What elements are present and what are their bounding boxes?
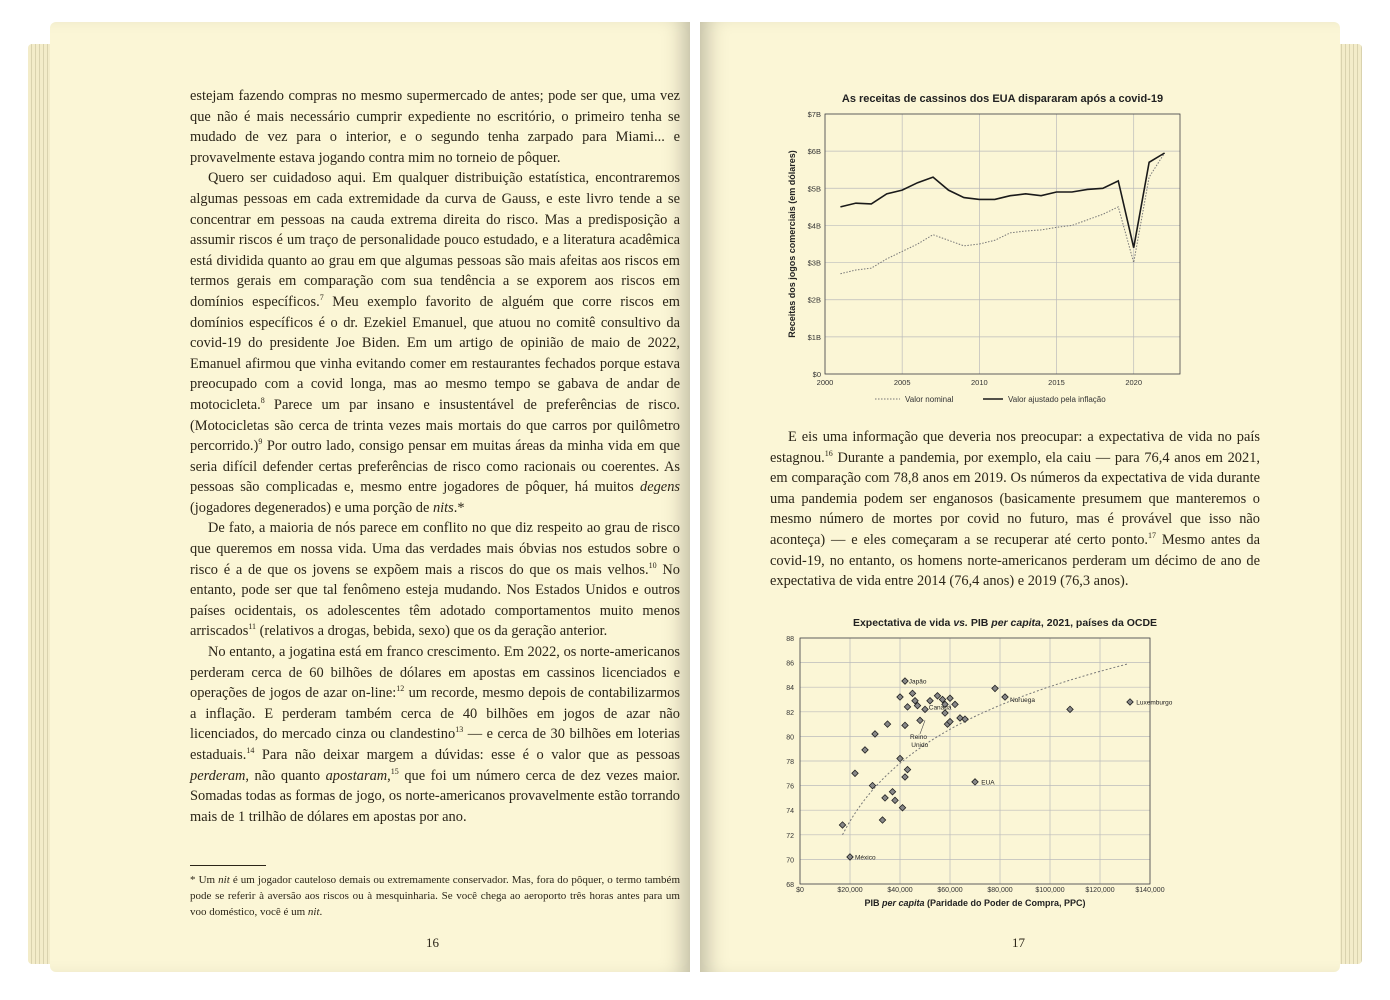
footnote-ref: 10 (648, 560, 657, 570)
data-point (992, 685, 998, 691)
text-run: Por outro lado, consigo pensar em muitas áreas da minha vida em que seria difícil defender certas preferências de risco como racionais ou coerentes. As pessoas são complicadas e, mesmo entre jogadores de pôquer, há muitos (190, 438, 680, 496)
series-nominal-line (840, 153, 1164, 274)
x-tick-label: $100,000 (1035, 887, 1065, 894)
italic-term: perderam (190, 767, 246, 784)
data-point (927, 698, 933, 704)
footnote (190, 872, 680, 920)
text-run: No entanto, a jogatina está em franco crescimento. Em 2022, os norte-americanos perderam cerca de 60 bilhões de dólares em apostas em cassinos licenciados e operações de jogos de azar on-line: (190, 644, 680, 702)
text-run: , não quanto (245, 767, 326, 784)
text-run: Quero ser cuidadoso aqui. Em qualquer distribuição estatística, encontraremos algumas pessoas em cada extremidade da curva de Gauss, e este livro tende a se concentrar em pessoas na cauda extrema direita do risco. Mas a predisposição a assumir riscos é um traço de personalidade pouco estudado, e a literatura acadêmica está dividida quanto ao grau em que algumas pessoas são mais afeitas aos riscos em termos gerais em comparação com sua tendência a se exporem aos riscos em domínios específicos. (190, 170, 680, 310)
data-point (902, 722, 908, 728)
y-tick-label: 88 (786, 636, 794, 643)
title-part: PIB (967, 617, 992, 629)
open-book (20, 14, 1370, 986)
country-label: EUA (981, 779, 995, 787)
x-tick-label: 2005 (893, 378, 911, 387)
legend-label-nominal: Valor nominal (905, 395, 954, 404)
paragraph (190, 86, 680, 168)
x-tick-label: $0 (796, 887, 804, 894)
country-label: México (855, 854, 876, 862)
country-label: Luxemburgo (1136, 699, 1173, 707)
footnote-ref: 17 (1148, 531, 1157, 541)
data-point (957, 715, 963, 721)
italic-term: nits (432, 499, 454, 516)
text-run: , (387, 767, 391, 784)
x-tick-label: 2020 (1125, 378, 1143, 387)
x-tick-label: 2000 (816, 378, 834, 387)
page-left (50, 22, 690, 972)
footnote-ref: 7 (319, 293, 324, 303)
y-tick-label: $7B (807, 110, 821, 119)
italic-term: degens (640, 479, 680, 496)
trendline (843, 664, 1128, 835)
country-label: Noruega (1010, 697, 1035, 704)
life-expectancy-chart (760, 608, 1300, 918)
data-point (902, 678, 908, 684)
data-point (934, 693, 940, 699)
data-point (882, 795, 888, 801)
y-tick-label: $2B (807, 295, 821, 305)
y-tick-label: $3B (807, 258, 821, 268)
text-run: De fato, a maioria de nós parece em conflito no que diz respeito ao grau de risco que queremos em nossa vida. Uma das verdades mais óbvias nos estudos sobre o risco é a de que os jovens se expõem mais a riscos do que os mais velhos. (190, 520, 680, 578)
y-tick-label: 78 (786, 759, 794, 766)
y-tick-label: 80 (786, 734, 794, 742)
footnote-ref: 12 (396, 684, 405, 694)
casino-revenue-chart (760, 84, 1280, 414)
y-tick-label: 68 (786, 882, 794, 889)
xlabel-part: per capita (881, 898, 925, 908)
x-tick-label: 2010 (971, 378, 988, 387)
text-run: (relativos a drogas, bebida, sexo) que os da geração anterior. (256, 623, 608, 640)
data-point (904, 766, 910, 772)
data-point (879, 817, 885, 823)
text-run: é um jogador cauteloso demais ou extremamente conservador. Mas, fora do pôquer, o termo também pode se referir à aversão aos riscos ou à mesquinharia. Se você chega ao aeroporto três horas antes para um voo doméstico, você é um (190, 874, 680, 918)
footnote-ref: 16 (824, 448, 833, 458)
page-number-right: 17 (1012, 935, 1025, 950)
footnote-ref: 9 (258, 437, 263, 447)
xlabel-part: (Paridade do Poder de Compra, PPC) (924, 898, 1086, 908)
x-tick-label: $60,000 (937, 887, 963, 894)
data-point (902, 774, 908, 780)
title-part: per capita (991, 617, 1041, 629)
country-label: Unido (911, 741, 929, 749)
text-run: .* (453, 499, 465, 516)
country-label: Japão (908, 678, 927, 686)
data-point (917, 717, 923, 723)
legend-label-adjusted: Valor ajustado pela inflação (1008, 395, 1106, 404)
footnote-ref: 8 (260, 396, 265, 406)
x-tick-label: $140,000 (1135, 887, 1165, 894)
text-run: um recorde, mesmo depois de contabilizarmos a inflação. E perderam também cerca de 40 bilhões em jogos de azar não licenciados, do mercado cinza ou clandestino (190, 685, 680, 743)
footnote-rule (190, 865, 266, 866)
paragraph (190, 518, 680, 642)
y-tick-label: 72 (786, 832, 794, 840)
y-tick-label: 76 (786, 783, 794, 791)
footnote-ref: 15 (390, 766, 399, 776)
data-point (884, 721, 890, 727)
y-tick-label: 82 (786, 709, 794, 717)
text-run: No entanto, pode ser que tal fenômeno esteja mudando. Nos Estados Unidos e outros países ocidentais, os adolescentes têm adotado comportamentos muito menos arriscados (190, 561, 680, 640)
data-point (852, 770, 858, 776)
x-axis-label (864, 898, 1085, 908)
data-point (972, 779, 978, 785)
data-point (909, 690, 915, 696)
y-tick-label: $4B (807, 221, 821, 231)
footnote-ref: 14 (246, 746, 255, 756)
y-tick-label: 86 (786, 660, 794, 668)
data-point (952, 701, 958, 707)
footnote-ref: 11 (248, 622, 257, 632)
chart-title (853, 617, 1157, 629)
country-label: Reino (910, 733, 927, 741)
y-tick-label: 70 (786, 857, 794, 865)
data-point (889, 789, 895, 795)
page-right (700, 22, 1340, 972)
text-run: (jogadores degenerados) e uma porção de (190, 499, 433, 516)
paragraph (190, 642, 680, 827)
text-run: — e cerca de 30 bilhões em loterias estaduais. (190, 726, 681, 763)
x-tick-label: $120,000 (1085, 887, 1115, 894)
chart-title: As receitas de cassinos dos EUA dispararam após a covid-19 (841, 93, 1164, 105)
y-axis-label: Receitas dos jogos comerciais (em dólares) (787, 150, 797, 338)
country-label: Canadá (928, 704, 952, 712)
plot-frame (825, 114, 1180, 374)
text-run: Parece um par insano e insustentável de preferências de risco. (Motocicletas são cerca de trinta vezes mais mortais do que carros por quilômetro percorrido.) (190, 396, 680, 455)
y-tick-label: $1B (807, 332, 821, 342)
data-point (862, 747, 868, 753)
text-run: Para não deixar margem a dúvidas: esse é o valor que as pessoas (254, 747, 680, 763)
italic-term: apostaram (325, 767, 388, 784)
footnote-ref: 13 (455, 725, 464, 735)
title-part: , 2021, países da OCDE (1040, 617, 1158, 629)
series-adjusted-line (840, 153, 1164, 248)
italic-term: nit (218, 874, 230, 886)
data-point (897, 694, 903, 700)
text-run: Meu exemplo favorito de alguém que corre riscos em domínios específicos é o dr. Ezekiel Emanuel, que atuou no comitê consultivo da covid-19 do presidente Joe Biden. Em um artigo de opinião de maio de 2022, Emanuel afirmou que vinha evitando comer em restaurantes fechados porque estava preocupado com a covid longa, mas ao mesmo tempo se gabava de andar de motocicleta. (190, 293, 680, 413)
text-run: E eis uma informação que deveria nos preocupar: a expectativa de vida no país estagnou. (770, 429, 1260, 466)
text-run: . (319, 906, 323, 918)
italic-term: nit (307, 906, 320, 918)
data-point (904, 704, 910, 710)
data-point (1127, 699, 1133, 705)
paragraph (770, 427, 1260, 592)
data-point (892, 797, 898, 803)
y-tick-label: 74 (786, 808, 794, 816)
x-tick-label: $80,000 (987, 887, 1013, 894)
title-part: vs. (953, 617, 968, 629)
xlabel-part: PIB (864, 898, 882, 908)
text-run: Durante a pandemia, por exemplo, ela caiu — para 76,4 anos em 2021, em comparação com 78,8 anos em 2019. Os números da expectativa de vida durante uma pandemia podem ser enganosos (basicamente presumem que manteremos o mesmo número de mortes por covid no futuro, mas é provável que isso não aconteça) — e eles começaram a se recuperar até certo ponto. (770, 449, 1260, 548)
left-body-text (190, 86, 680, 827)
x-tick-label: $40,000 (887, 887, 913, 894)
y-tick-label: $0 (812, 370, 821, 379)
data-point (962, 716, 968, 722)
data-point (839, 822, 845, 828)
y-tick-label: 84 (786, 685, 794, 693)
y-tick-label: $5B (807, 184, 821, 194)
data-point (947, 695, 953, 701)
paragraph (190, 168, 680, 518)
text-run: * Um (190, 874, 219, 886)
text-run: estejam fazendo compras no mesmo supermercado de antes; pode ser que, uma vez que não é mais necessário cumprir expediente no escritório, o primeiro tenha se mudado de vez para o interior, e o segundo tenha zarpado para Miami... e provavelmente estava jogando contra mim no torneio de pôquer. (190, 88, 680, 166)
right-body-text (770, 427, 1260, 592)
text-run: Mesmo antes da covid-19, no entanto, os homens norte-americanos perderam um décimo de ano de expectativa de vida entre 2014 (76,4 anos) e 2019 (76,3 anos). (770, 531, 1260, 590)
x-tick-label: 2015 (1048, 378, 1065, 387)
y-tick-label: $6B (807, 147, 821, 157)
data-point (1002, 694, 1008, 700)
x-tick-label: $20,000 (837, 887, 863, 894)
page-number-left: 16 (426, 935, 439, 950)
title-part: Expectativa de vida (852, 617, 954, 629)
text-run: que foi um número cerca de dez vezes maior. Somadas todas as formas de jogo, os norte-americanos provavelmente estão torrando mais de 1 trilhão de dólares em apostas por ano. (190, 767, 680, 825)
